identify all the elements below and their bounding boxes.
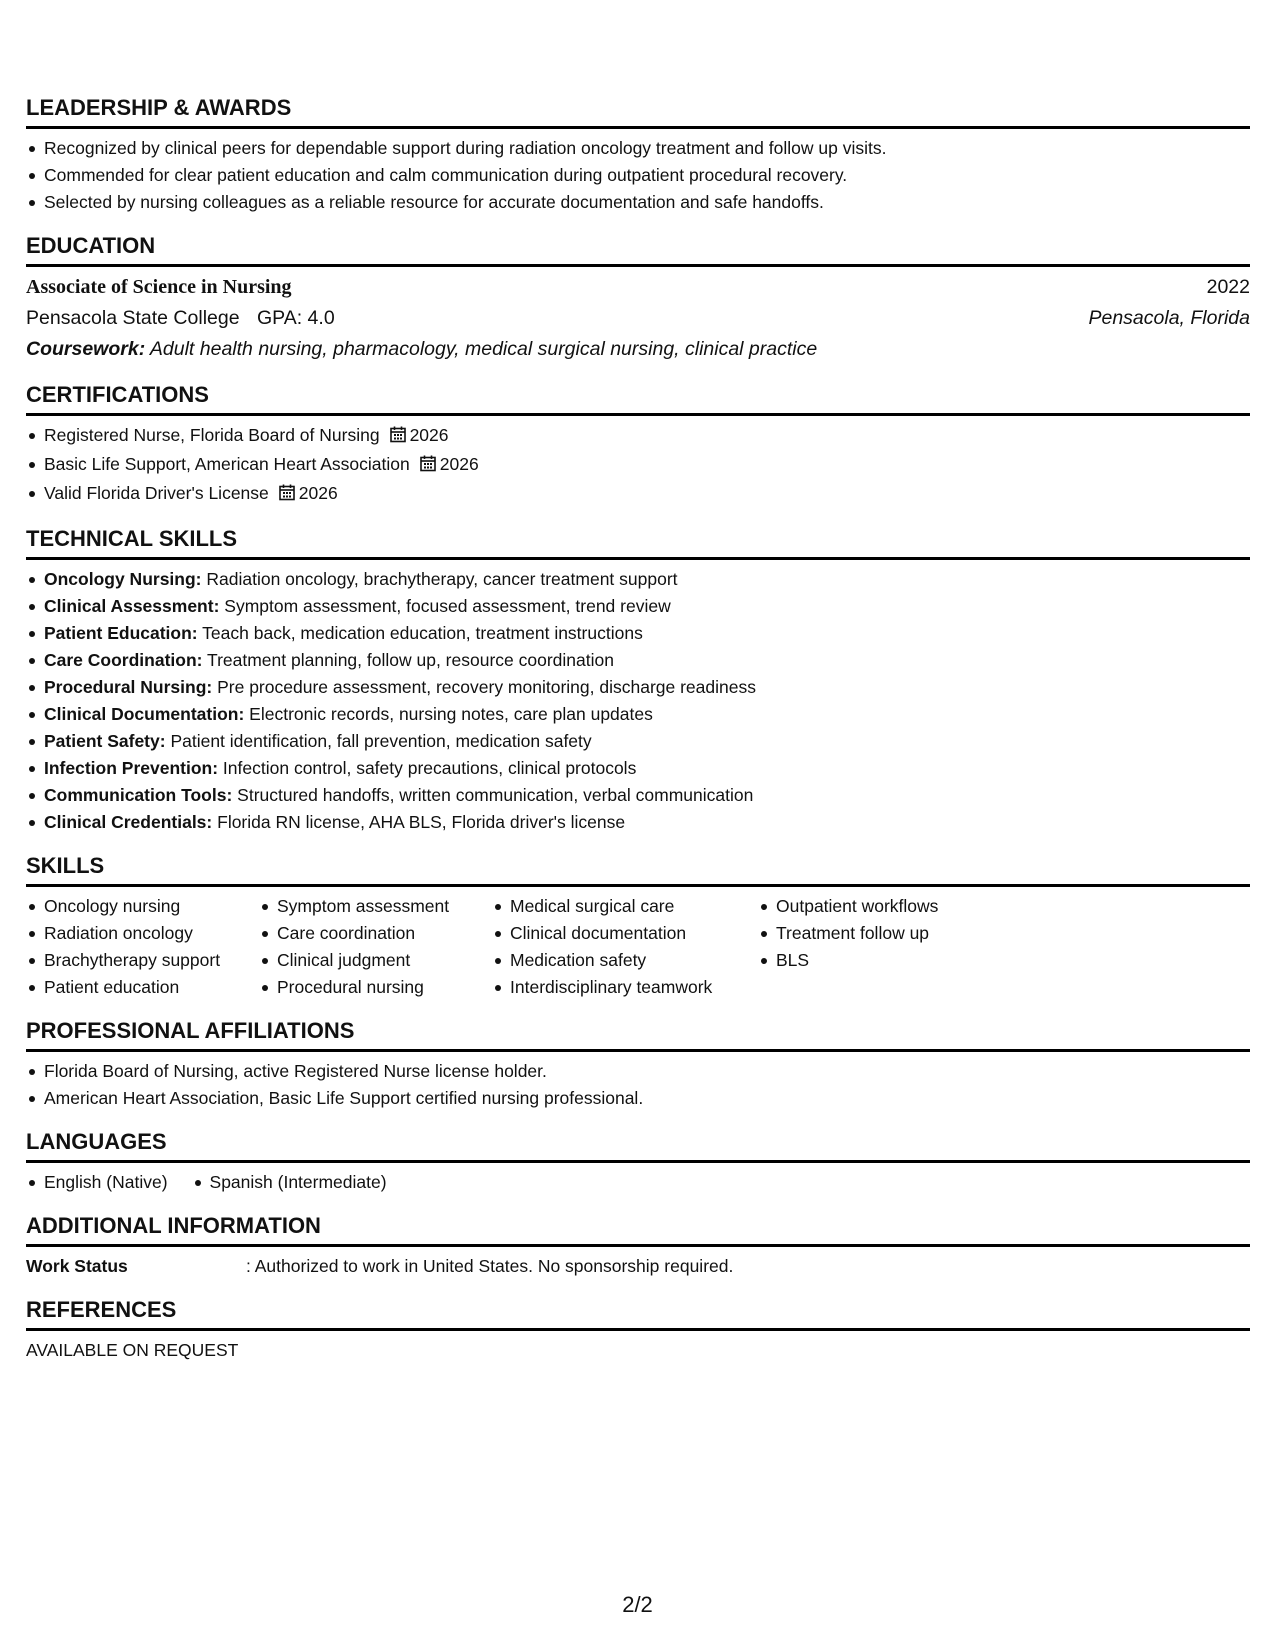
gpa: GPA: 4.0 xyxy=(256,307,335,329)
page-number: 2/2 xyxy=(622,1592,653,1617)
certification-name: Valid Florida Driver's License xyxy=(44,483,269,503)
certifications-list xyxy=(26,422,1250,509)
skill-category: Oncology Nursing: xyxy=(44,569,202,589)
skills-section xyxy=(26,852,1250,1001)
list-item xyxy=(26,422,1250,451)
skills-column xyxy=(259,893,492,1001)
skills-grid xyxy=(26,893,1250,1001)
education-entry xyxy=(26,272,1250,365)
section-title-additional-info: ADDITIONAL INFORMATION xyxy=(26,1212,1250,1247)
school-name: Pensacola State College xyxy=(26,307,240,329)
resume-page xyxy=(26,94,1250,1380)
list-item xyxy=(26,674,1250,701)
list-item: Outpatient workflows xyxy=(758,893,1018,920)
certification-year: 2026 xyxy=(409,425,449,445)
list-item: Selected by nursing colleagues as a reliable resource for accurate documentation and safe handoffs. xyxy=(26,189,1250,216)
skill-details: Structured handoffs, written communication, verbal communication xyxy=(237,785,754,805)
list-item: Symptom assessment xyxy=(259,893,492,920)
certification-name: Basic Life Support, American Heart Association xyxy=(44,454,410,474)
list-item xyxy=(26,451,1250,480)
list-item xyxy=(26,593,1250,620)
list-item: American Heart Association, Basic Life Support certified nursing professional. xyxy=(26,1085,1250,1112)
section-title-skills: SKILLS xyxy=(26,852,1250,887)
skill-category: Clinical Documentation: xyxy=(44,704,245,724)
list-item: BLS xyxy=(758,947,1018,974)
work-status-label: Work Status xyxy=(26,1256,128,1276)
list-item xyxy=(26,620,1250,647)
list-item: Treatment follow up xyxy=(758,920,1018,947)
references-text: AVAILABLE ON REQUEST xyxy=(26,1340,239,1360)
list-item: Spanish (Intermediate) xyxy=(192,1169,387,1196)
skill-details: Symptom assessment, focused assessment, trend review xyxy=(224,596,671,616)
affiliations-list xyxy=(26,1058,1250,1112)
skill-details: Patient identification, fall prevention, medication safety xyxy=(170,731,592,751)
skill-category: Clinical Credentials: xyxy=(44,812,213,832)
skill-category: Clinical Assessment: xyxy=(44,596,220,616)
calendar-icon xyxy=(420,453,436,480)
work-status-value: : Authorized to work in United States. No sponsorship required. xyxy=(246,1256,734,1276)
certification-year: 2026 xyxy=(439,454,479,474)
section-title-references: REFERENCES xyxy=(26,1296,1250,1331)
certifications-section xyxy=(26,381,1250,509)
skill-details: Radiation oncology, brachytherapy, cancer treatment support xyxy=(206,569,678,589)
coursework-text: Adult health nursing, pharmacology, medical surgical nursing, clinical practice xyxy=(149,338,818,360)
section-title-certifications: CERTIFICATIONS xyxy=(26,381,1250,416)
list-item xyxy=(26,701,1250,728)
additional-info-section xyxy=(26,1212,1250,1280)
languages-section xyxy=(26,1128,1250,1196)
technical-skills-section xyxy=(26,525,1250,836)
list-item: Interdisciplinary teamwork xyxy=(492,974,758,1001)
skill-details: Teach back, medication education, treatment instructions xyxy=(202,623,643,643)
list-item xyxy=(26,809,1250,836)
list-item: Oncology nursing xyxy=(26,893,259,920)
coursework xyxy=(26,334,1250,365)
section-title-education: EDUCATION xyxy=(26,232,1250,267)
list-item xyxy=(26,480,1250,509)
list-item: Florida Board of Nursing, active Registered Nurse license holder. xyxy=(26,1058,1250,1085)
coursework-label: Coursework: xyxy=(26,338,146,360)
list-item xyxy=(26,782,1250,809)
skill-category: Patient Education: xyxy=(44,623,198,643)
certification-name: Registered Nurse, Florida Board of Nursing xyxy=(44,425,380,445)
section-title-affiliations: PROFESSIONAL AFFILIATIONS xyxy=(26,1017,1250,1052)
graduation-year: 2022 xyxy=(1206,276,1250,298)
calendar-icon xyxy=(279,482,295,509)
list-item: Recognized by clinical peers for dependable support during radiation oncology treatment and follow up visits. xyxy=(26,135,1250,162)
list-item: English (Native) xyxy=(26,1169,168,1196)
certification-year: 2026 xyxy=(298,483,338,503)
education-section xyxy=(26,232,1250,365)
list-item xyxy=(26,647,1250,674)
affiliations-section xyxy=(26,1017,1250,1112)
skill-details: Florida RN license, AHA BLS, Florida driver's license xyxy=(217,812,626,832)
section-title-technical-skills: TECHNICAL SKILLS xyxy=(26,525,1250,560)
degree-name: Associate of Science in Nursing xyxy=(26,276,292,298)
list-item: Brachytherapy support xyxy=(26,947,259,974)
list-item: Patient education xyxy=(26,974,259,1001)
skills-column xyxy=(758,893,1018,1001)
skill-category: Infection Prevention: xyxy=(44,758,219,778)
skill-details: Electronic records, nursing notes, care plan updates xyxy=(249,704,653,724)
leadership-list xyxy=(26,135,1250,216)
skill-details: Pre procedure assessment, recovery monitoring, discharge readiness xyxy=(217,677,756,697)
work-status-row xyxy=(26,1253,1250,1280)
section-title-languages: LANGUAGES xyxy=(26,1128,1250,1163)
skill-category: Patient Safety: xyxy=(44,731,166,751)
list-item xyxy=(26,566,1250,593)
list-item: Medication safety xyxy=(492,947,758,974)
list-item xyxy=(26,728,1250,755)
skills-column xyxy=(26,893,259,1001)
skill-category: Procedural Nursing: xyxy=(44,677,213,697)
skill-details: Treatment planning, follow up, resource coordination xyxy=(207,650,614,670)
technical-skills-list xyxy=(26,566,1250,836)
list-item: Procedural nursing xyxy=(259,974,492,1001)
languages-list xyxy=(26,1169,411,1196)
skill-category: Care Coordination: xyxy=(44,650,203,670)
list-item xyxy=(26,755,1250,782)
leadership-section xyxy=(26,94,1250,216)
list-item: Commended for clear patient education and calm communication during outpatient procedural recovery. xyxy=(26,162,1250,189)
skill-category: Communication Tools: xyxy=(44,785,233,805)
list-item: Medical surgical care xyxy=(492,893,758,920)
list-item: Radiation oncology xyxy=(26,920,259,947)
calendar-icon xyxy=(390,424,406,451)
list-item: Clinical judgment xyxy=(259,947,492,974)
list-item: Care coordination xyxy=(259,920,492,947)
skill-details: Infection control, safety precautions, clinical protocols xyxy=(222,758,637,778)
skills-column xyxy=(492,893,758,1001)
school-location: Pensacola, Florida xyxy=(1088,307,1250,329)
references-section xyxy=(26,1296,1250,1364)
section-title-leadership: LEADERSHIP & AWARDS xyxy=(26,94,1250,129)
list-item: Clinical documentation xyxy=(492,920,758,947)
